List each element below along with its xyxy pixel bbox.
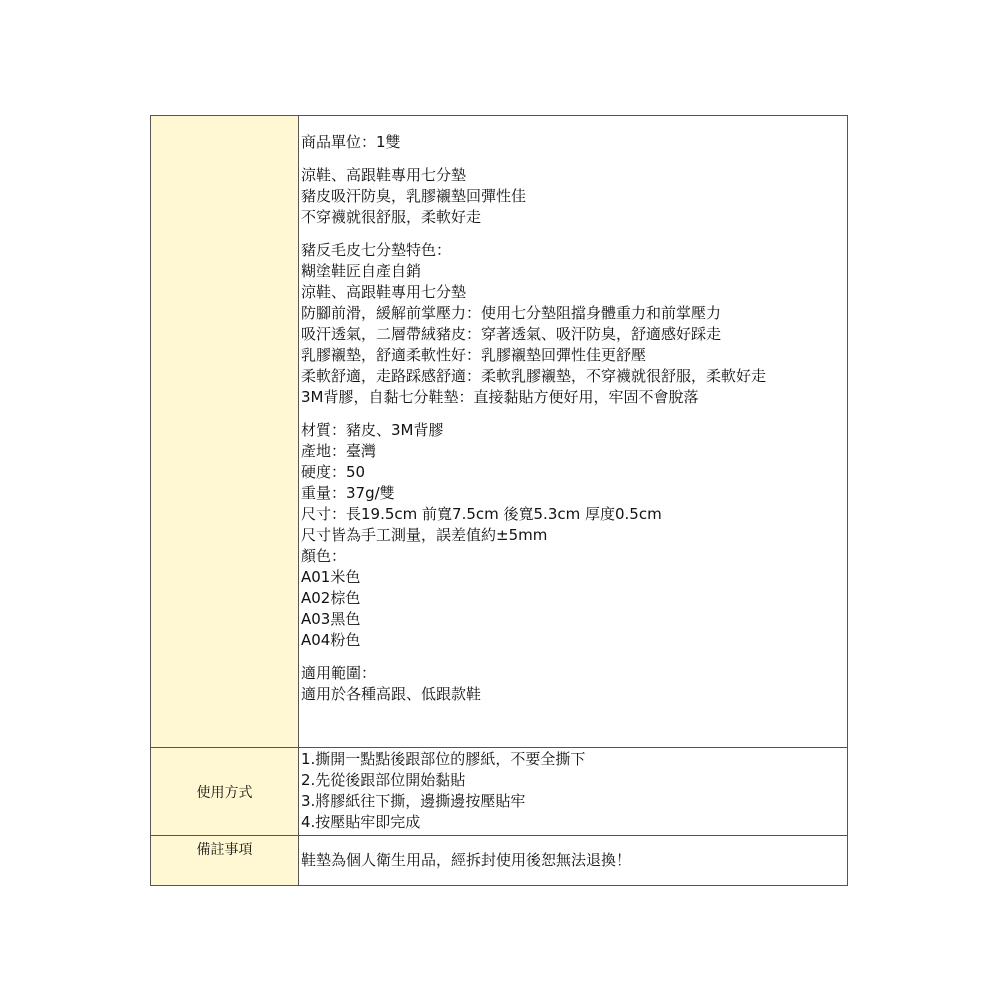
hardness-line: 硬度：50 (301, 463, 366, 481)
feature-line: 柔軟舒適，走路踩感舒適：柔軟乳膠襯墊，不穿襪就很舒服，柔軟好走 (301, 367, 767, 385)
size-line: 尺寸：長19.5cm 前寬7.5cm 後寬5.3cm 厚度0.5cm (301, 505, 662, 523)
feature-line: 防腳前滑，緩解前掌壓力：使用七分墊阻擋身體重力和前掌壓力 (301, 304, 722, 322)
usage-row (151, 748, 848, 836)
product-spec-table (150, 115, 848, 886)
feature-line: 吸汗透氣，二層帶絨豬皮：穿著透氣、吸汗防臭，舒適感好踩走 (301, 325, 722, 343)
notes-label: 備註事項 (151, 836, 299, 886)
color-heading: 顏色： (301, 547, 347, 565)
scope-line: 適用於各種高跟、低跟款鞋 (301, 685, 482, 703)
material-line: 材質：豬皮、3M背膠 (301, 421, 444, 439)
notes-content (299, 836, 848, 886)
color-option: A04粉色 (301, 631, 361, 649)
unit-block (301, 132, 847, 153)
origin-line: 產地：臺灣 (301, 442, 377, 460)
intro-block (301, 165, 847, 228)
product-details-label-cell (151, 116, 299, 748)
feature-line: 乳膠襯墊，舒適柔軟性好：乳膠襯墊回彈性佳更舒壓 (301, 346, 647, 364)
usage-step: 2.先從後跟部位開始黏貼 (301, 771, 466, 789)
feature-line: 糊塗鞋匠自產自銷 (301, 262, 422, 280)
features-block (301, 240, 847, 408)
features-heading: 豬反毛皮七分墊特色： (301, 241, 452, 259)
notes-row (151, 836, 848, 886)
feature-line: 3M背膠，自黏七分鞋墊：直接黏貼方便好用，牢固不會脫落 (301, 388, 699, 406)
usage-step: 4.按壓貼牢即完成 (301, 813, 421, 831)
weight-line: 重量：37g/雙 (301, 484, 395, 502)
size-note-line: 尺寸皆為手工測量，誤差值約±5mm (301, 526, 548, 544)
product-details-content (299, 116, 848, 748)
notes-text: 鞋墊為個人衛生用品，經拆封使用後恕無法退換！ (301, 851, 632, 869)
scope-heading: 適用範圍： (301, 664, 377, 682)
intro-line: 涼鞋、高跟鞋專用七分墊 (301, 166, 467, 184)
color-option: A01米色 (301, 568, 361, 586)
intro-line: 不穿襪就很舒服，柔軟好走 (301, 208, 482, 226)
unit-line: 商品單位：1雙 (301, 133, 401, 151)
color-option: A02棕色 (301, 589, 361, 607)
usage-step: 3.將膠紙往下撕，邊撕邊按壓貼牢 (301, 792, 526, 810)
specs-block (301, 420, 847, 651)
usage-content (299, 748, 848, 836)
usage-step: 1.撕開一點點後跟部位的膠紙，不要全撕下 (301, 750, 586, 768)
scope-block (301, 663, 847, 705)
color-option: A03黑色 (301, 610, 361, 628)
usage-label: 使用方式 (151, 748, 299, 836)
feature-line: 涼鞋、高跟鞋專用七分墊 (301, 283, 467, 301)
product-details-row (151, 116, 848, 748)
intro-line: 豬皮吸汗防臭，乳膠襯墊回彈性佳 (301, 187, 527, 205)
